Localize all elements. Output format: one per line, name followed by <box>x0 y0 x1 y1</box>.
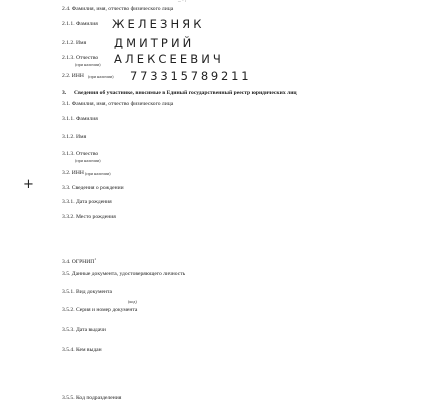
surname-label: 2.1.1. Фамилия <box>62 21 98 27</box>
doc-code-note: (код) <box>128 299 137 304</box>
ogrnip-text: 3.4. ОГРНИП <box>62 258 95 265</box>
doc-type-label: 3.5.1. Вид документа <box>62 289 112 295</box>
inn-label-3: 3.2. ИНН <box>62 170 84 176</box>
section-3-heading: Сведения об участнике, вносимые в Единый государственный реестр юридических лиц <box>74 90 297 96</box>
patronymic-label: 2.1.3. Отчество <box>62 55 99 61</box>
surname-label-3: 3.1.1. Фамилия <box>62 116 98 122</box>
top-fragment: _ . , <box>178 0 187 3</box>
birth-place-label: 3.3.2. Место рождения <box>62 214 116 220</box>
crosshair-icon: + <box>23 177 34 192</box>
section-3-number: 3. <box>62 90 67 96</box>
ogrnip-label <box>62 256 96 266</box>
surname-value: ЖЕЛЕЗНЯК <box>112 17 205 31</box>
issued-by-label: 3.5.4. Кем выдан <box>62 347 102 353</box>
birth-date-label: 3.3.1. Дата рождения <box>62 199 112 205</box>
patronymic-note: (при наличии) <box>75 62 101 67</box>
patronymic-value: АЛЕКСЕЕВИЧ <box>114 52 224 66</box>
inn-note: (при наличии) <box>88 74 114 79</box>
section-3-3-heading: 3.3. Сведения о рождении <box>62 185 124 191</box>
inn-label: 2.2. ИНН <box>62 73 84 79</box>
patronymic-label-3: 3.1.3. Отчество <box>62 151 99 157</box>
doc-number-label: 3.5.2. Серия и номер документа <box>62 307 138 313</box>
section-2-4-heading: 2.4. Фамилия, имя, отчество физического лица <box>62 6 174 12</box>
division-code-label: 3.5.5. Код подразделения <box>62 395 122 401</box>
name-label-3: 3.1.2. Имя <box>62 134 87 140</box>
section-3-5-heading: 3.5. Данные документа, удостоверяющего личность <box>62 271 186 277</box>
name-value: ДМИТРИЙ <box>114 36 195 50</box>
issue-date-label: 3.5.3. Дата выдачи <box>62 327 106 333</box>
section-3-1-heading: 3.1. Фамилия, имя, отчество физического лица <box>62 101 174 107</box>
patronymic-note-3: (при наличии) <box>75 158 101 163</box>
name-label: 2.1.2. Имя <box>62 40 87 46</box>
ogrnip-footnote: 1 <box>94 257 97 261</box>
inn-value: 773315789211 <box>130 69 252 83</box>
inn-note-3: (при наличии) <box>85 171 111 176</box>
